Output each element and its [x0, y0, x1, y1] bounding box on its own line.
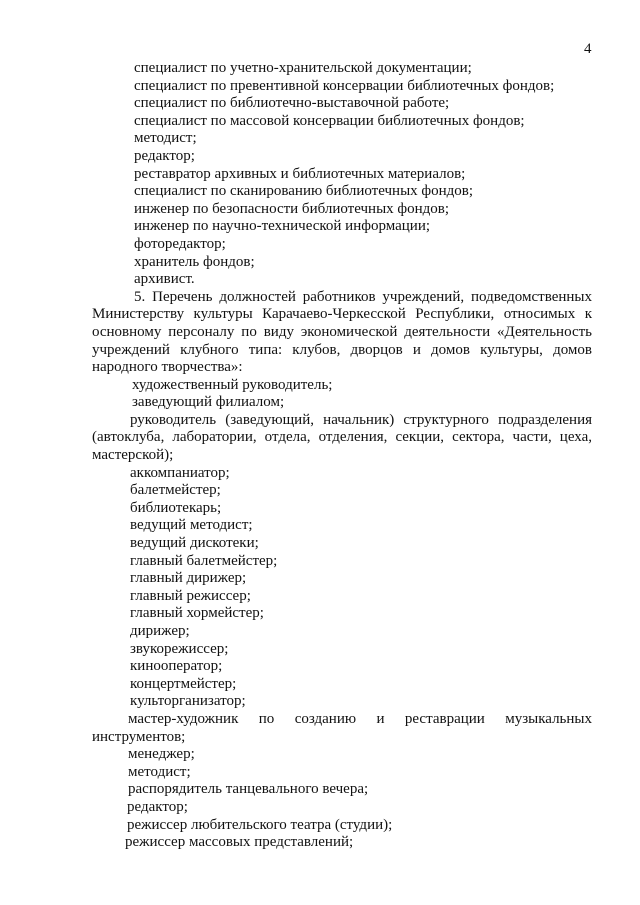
list-item: специалист по библиотечно-выставочной работе; [134, 95, 450, 112]
list-item: библиотекарь; [130, 499, 222, 516]
list-item: главный хормейстер; [130, 605, 264, 622]
list-item-long: мастер-художник по созданию и реставрации музыкальных инструментов; [92, 710, 592, 745]
list-item: главный балетмейстер; [130, 552, 278, 569]
list-item: специалист по сканированию библиотечных фондов; [134, 183, 474, 200]
list-item: специалист по превентивной консервации библиотечных фондов; [134, 77, 555, 94]
list-item: балетмейстер; [130, 482, 221, 499]
list-item: аккомпаниатор; [130, 464, 230, 481]
list-item: режиссер массовых представлений; [125, 834, 354, 851]
list-item: главный режиссер; [130, 587, 251, 604]
list-item: дирижер; [130, 623, 190, 639]
list-item: инженер по научно-технической информации; [134, 218, 431, 235]
list-item-long: руководитель (заведующий, начальник) структурного подразделения (автоклуба, лаборатории, отдела, отделения, секции, сектора, части, цеха, мастерской); [92, 411, 592, 464]
list-item: концертмейстер; [130, 675, 237, 692]
document-body [92, 60, 592, 852]
list-item: методист; [128, 763, 191, 780]
list-item: редактор; [134, 147, 195, 164]
page-number: 4 [584, 41, 592, 57]
list-item: культорганизатор; [130, 693, 246, 710]
list-item: распорядитель танцевального вечера; [128, 781, 369, 798]
list-item: заведующий филиалом; [132, 394, 285, 411]
list-item: ведущий методист; [130, 517, 253, 534]
list-item: фоторедактор; [134, 235, 226, 252]
list-item: методист; [134, 130, 197, 147]
list-item: специалист по учетно-хранительской документации; [134, 60, 472, 76]
list-item: специалист по массовой консервации библиотечных фондов; [134, 112, 525, 129]
list-item: художественный руководитель; [132, 376, 333, 393]
list-item: редактор; [127, 798, 188, 815]
list-item: кинооператор; [130, 658, 223, 675]
list-item: архивист. [134, 271, 195, 288]
list-item: главный дирижер; [130, 570, 247, 587]
list-item: режиссер любительского театра (студии); [127, 816, 393, 833]
list-item: реставратор архивных и библиотечных материалов; [134, 165, 466, 182]
list-item: менеджер; [128, 746, 195, 763]
section-5-paragraph: 5. Перечень должностей работников учреждений, подведомственных Министерству культуры Карачаево-Черкесской Республики, относимых к основному персоналу по виду экономической деятельности «Деятельность учреждений клубного типа: клубов, дворцов и домов культуры, домов народного творчества»: [92, 288, 592, 376]
list-item: инженер по безопасности библиотечных фондов; [134, 200, 450, 217]
list-item: звукорежиссер; [130, 640, 229, 657]
list-item: хранитель фондов; [134, 253, 255, 270]
list-item: ведущий дискотеки; [130, 535, 259, 552]
